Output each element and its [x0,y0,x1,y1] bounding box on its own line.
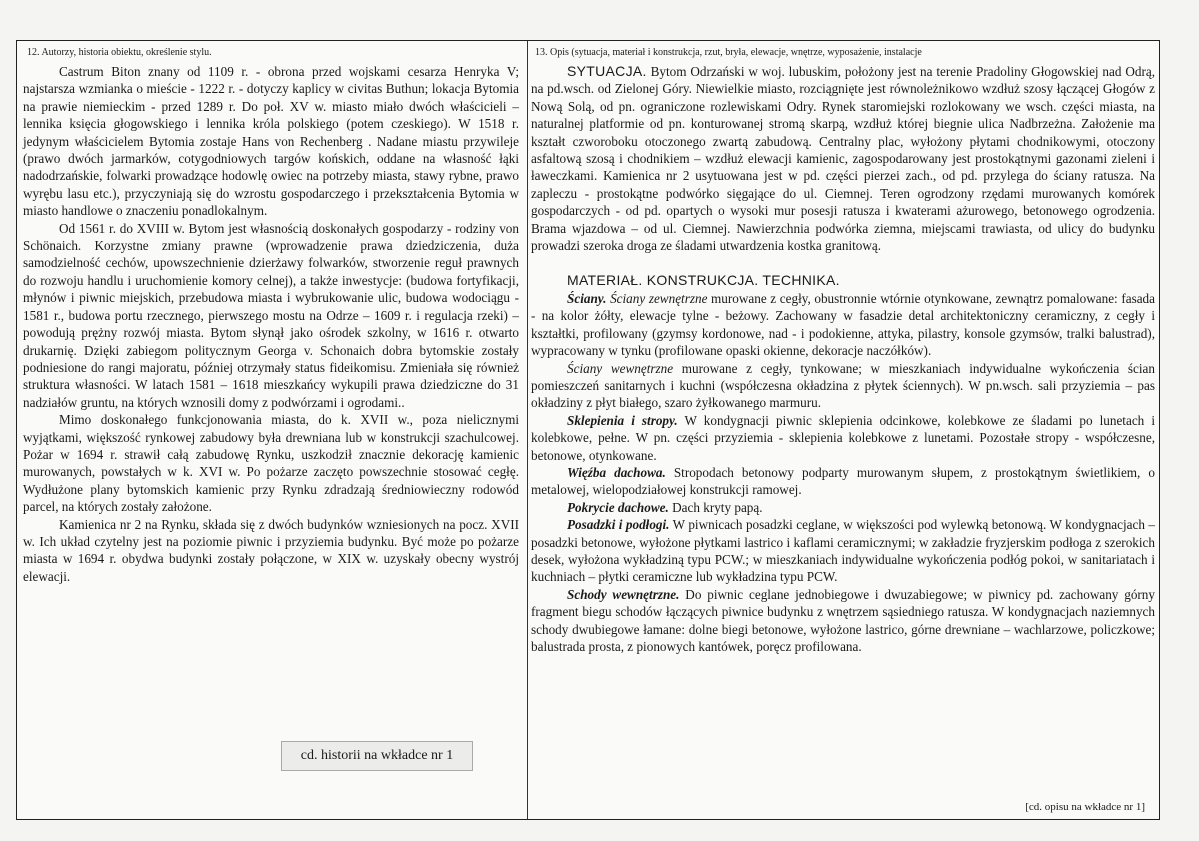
history-section-header: 12. Autorzy, historia obiektu, określenie stylu. [27,47,212,58]
walls-int-label: Ściany wewnętrzne [567,360,674,376]
walls-int-text: murowane z cegły, tynkowane; w mieszkaniach indywidualne wykończenia ścian pomieszczeń sanitarnych i kuchni (współczesna okładzina z płytek ściennych). W pn.wsch. sali przyziemia – pas okładziny z płyt białego, szaro żyłkowanego marmuru. [531,360,1156,411]
walls-ext-text: murowane z cegły, obustronnie wtórnie otynkowane, zewnątrz pomalowane: fasada - na kolor żółty, elewacje tylne - beżowy. Zachowany w fasadzie detal architektoniczny ceramiczny, z cegły i kształtki, profilowany (gzymsy kordonowe, nad - i podokienne, attyka, pilastry, konsole gzymsów, tralki balustrad), wypracowany w tynku (profilowane opaski okienne, dekoracje naczółków). [531,290,1156,359]
vaults-heading: Sklepienia i stropy. [567,412,678,428]
stairs-heading: Schody wewnętrzne. [567,586,680,602]
walls-ext-label: Ściany zewnętrzne [610,290,708,306]
stairs-text: Do piwnic ceglane jednobiegowe i dwuzabiegowe; w piwnicy pd. zachowany górny fragment biegu schodów łączących piwnice budynku z wnętrzem sąsiedniego ratusza. W kondygnacjach naziemnych schody dwubiegowe łamane: dolne biegi betonowe, wyłożone lastrico, górne drewniane – wachlarzowe, policzkowe; balustrada prosta, z pionowych kantówek, poręcz profilowana. [531,586,1155,654]
history-paragraph-4: Kamienica nr 2 na Rynku, składa się z dwóch budynków wzniesionych na pocz. XVII w. Ich układ czytelny jest na poziomie piwnic i przyziemia budynku. Być może po pożarze miasta w 1694 r. obydwa budynki zostały połączone, w XIX w. uzyskały obecny wystrój elewacji. [23,516,519,584]
history-paragraph-3: Mimo doskonałego funkcjonowania miasta, do k. XVII w., poza nielicznymi wyjątkami, większość rynkowej zabudowy była drewniana lub w konstrukcji szachulcowej. Pożar w 1694 r. strawił całą zabudowę Rynku, uszkodził znacznie dekorację kamienic murowanych, powstałych w k. XVI w. Po pożarze zaczęto powszechnie stosować cegłę. Wydłużone plany bytomskich kamienic przy Rynku zdradzają średniowieczny rodowód parcel, na których zostały założone. [23,412,519,515]
column-divider [527,41,528,819]
floors-paragraph [531,516,1155,586]
situation-heading: SYTUACJA. [567,63,647,79]
floors-heading: Posadzki i podłogi. [567,517,670,533]
history-paragraph-2: Od 1561 r. do XVIII w. Bytom jest własnością doskonałych gospodarzy - rodziny von Schönaich. Korzystne zmiany prawne (wprowadzenie prawa dziedziczenia, duża samodzielność cechów, upowszechnienie dzierżawy folwarków, stworzenie reguł prawnych do rozwoju handlu i uruchomienie komory celnej), a także inwestycje: (budowa fortyfikacji, młynów i piwnic miejskich, przebudowa miasta i wybrukowanie ulic, budowa wodociągu - 1581 r., budowa portu rzecznego, pierwszego mostu na Odrze – 1609 r. i regulacja rzeki) – powodują prężny rozwój miasta. Bytom słynął jako ośrodek szkolny, w 1616 r. otwarto drukarnię. Dzięki zabiegom politycznym Georga v. Schonaich dobra bytomskie zostały podniesione do rangi majoratu, później otrzymały status fideikomisu. Zmieniała się również struktura własności. W latach 1581 – 1618 mieszkańcy wykupili prawa dziedziczne do 31 nadziałów gruntu, na których wznosili domy z podwórzami i ogrodami.. [23,220,519,410]
material-heading: MATERIAŁ. KONSTRUKCJA. TECHNIKA. [567,272,840,289]
situation-paragraph [531,63,1155,254]
walls-heading: Ściany. [567,290,607,306]
description-section-header: 13. Opis (sytuacja, materiał i konstrukcja, rzut, bryła, elewacje, wnętrze, wyposażenie, instalacje [535,47,922,58]
truss-text: Stropodach betonowy podparty murowanym słupem, z prostokątnym świetlikiem, o metalowej, wielopodziałowej konstrukcji ramowej. [531,464,1155,498]
roof-text: Dach kryty papą. [668,499,763,515]
description-column [531,47,1155,655]
history-continuation-note: cd. historii na wkładce nr 1 [281,741,473,771]
walls-int-paragraph [531,360,1155,412]
history-paragraph-1: Castrum Biton znany od 1109 r. - obrona przed wojskami cesarza Henryka V; najstarsza wzmianka o mieście - 1222 r. - dotyczy kaplicy w civitas Buthun; lokacja Bytomia na prawie niemieckim - przed 1289 r. Do poł. XV w. miasto miało dwóch właścicieli – lennika księcia głogowskiego i lennika króla polskiego (potem czeskiego). W 1518 r. jedynym właścicielem Bytomia zostaje Hans von Rechenberg . Nadane miastu przywileje (prawo dwóch jarmarków, cotygodniowych targów końskich, oddane na własność łąki nadodrzańskie, folwarki prowadzące hodowlę owiec na potrzeby miasta, stawy rybne, prawo wyrębu lasu etc.), przyczyniają się do wzrostu gospodarczego i przekształcenia Bytomia w miasto handlowe o znaczeniu ponadlokalnym. [23,64,519,219]
stairs-paragraph [531,586,1155,656]
truss-heading: Więźba dachowa. [567,464,666,480]
roof-heading: Pokrycie dachowe. [567,499,669,515]
walls-ext-paragraph [531,290,1155,360]
vaults-paragraph [531,412,1155,464]
history-column [23,47,519,585]
description-continuation-note: [cd. opisu na wkładce nr 1] [1025,801,1145,813]
document-sheet [16,40,1160,820]
vaults-text: W kondygnacji piwnic sklepienia odcinkowe, kolebkowe ze śladami po lunetach i kolebkowe, pełne. W pn. części przyziemia - sklepienia kolebkowe z lunetami. Pozostałe stropy - współczesne, betonowe, otynkowane. [531,412,1155,463]
truss-paragraph [531,464,1155,499]
material-heading-line [531,272,1155,289]
situation-text: Bytom Odrzański w woj. lubuskim, położony jest na terenie Pradoliny Głogowskiej nad Odrą, na pd.wsch. od Zielonej Góry. Niewielkie miasto, rozciągnięte jest równoleżnikowo wzdłuż szosy łączącej Głogów z Nową Solą, od pn. ograniczone rozlewiskami Odry. Rynek staromiejski rozlokowany we wsch. części miasta, na naturalnej platformie od pn. konturowanej stromą skarpą, wzdłuż której biegnie ulica Nadbrzeżna. Założenie ma kształt czworoboku otoczonego zwartą zabudową. Centralny plac, wyłożony płytami chodnikowymi, otoczony asfaltową szosą i chodnikiem – wzdłuż elewacji kamienic, zagospodarowany jest prostokątnymi gazonami zieleni i ławeczkami. Kamienica nr 2 usytuowana jest w pd. części pierzei zach., od pd. przylega do ściany ratusza. Na zapleczu - prostokątne podwórko sięgające do ul. Ciemnej. Teren ogrodzony rzędami murowanych komórek gospodarczych - od pd. opartych o wysoki mur posesji ratusza i kwaterami ażurowego, betonowego ogrodzenia. Brama wjazdowa – od ul. Ciemnej. Nawierzchnia podwórka ziemna, miejscami trawiasta, od ulicy do budynku prowadzi szeroka droga ze śladami utwardzenia kostka granitową. [531,64,1155,254]
roof-paragraph [531,499,1155,516]
floors-text: W piwnicach posadzki ceglane, w większości pod wylewką betonową. W kondygnacjach – posadzki betonowe, wyłożone płytkami lastrico i kaflami ceramicznymi; w zakładzie fryzjerskim podłoga z szerokich desek, wyłożona wykładziną typu PCW.; w mieszkaniach indywidualne wykończenia podłóg pokoi, w sanitariatach i kuchniach – płytki ceramiczne lub wykładzina typu PCW. [531,517,1155,585]
